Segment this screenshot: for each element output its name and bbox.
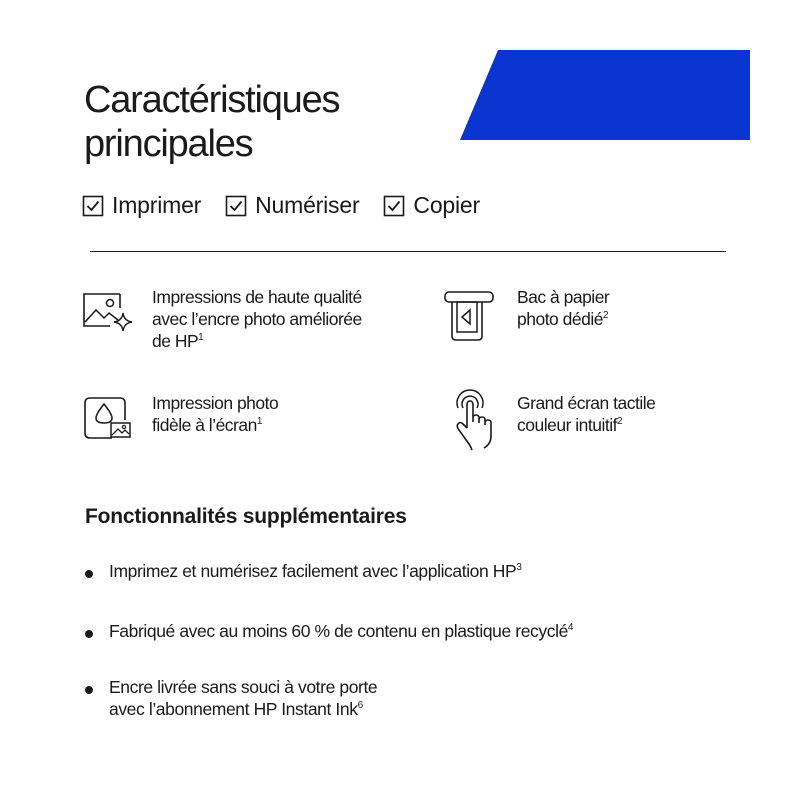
list-item: [85, 620, 573, 642]
function-label: Imprimer: [112, 192, 202, 218]
feature-text-line: couleur intuitif: [517, 415, 617, 435]
checkbox-checked-icon: [82, 195, 104, 217]
footnote-ref: 1: [198, 332, 204, 343]
section-title: Fonctionnalités supplémentaires: [85, 505, 407, 528]
feature-text-line: Bac à papier: [517, 287, 610, 307]
brand-banner-shape: [460, 50, 750, 140]
section-divider: [90, 251, 726, 252]
function-copy: [383, 192, 480, 219]
footnote-ref: 1: [256, 416, 262, 427]
brand-banner: [460, 50, 750, 140]
feature-text-line: photo dédié: [517, 309, 603, 329]
list-item-text: avec l’abonnement HP Instant Ink: [109, 699, 358, 719]
page-title: [84, 78, 339, 166]
list-item: [85, 560, 522, 582]
list-item-text: Encre livrée sans souci à votre porte: [109, 677, 378, 697]
list-item-text: Fabriqué avec au moins 60 % de contenu en plastique recyclé: [109, 621, 568, 641]
function-label: Copier: [413, 192, 480, 218]
feature-text-line: Impressions de haute qualité: [152, 287, 362, 307]
feature-text-line: Impression photo: [152, 393, 279, 413]
footnote-ref: 4: [567, 622, 574, 633]
function-print: [82, 192, 201, 219]
function-label: Numériser: [255, 192, 360, 218]
footnote-ref: 2: [602, 310, 609, 321]
footnote-ref: 3: [516, 562, 522, 573]
photo-sparkle-icon: [80, 286, 136, 336]
page-title-line2: principales: [84, 123, 253, 165]
checkbox-checked-icon: [225, 195, 247, 217]
bullet-dot: [85, 570, 93, 578]
list-item-text: Imprimez et numérisez facilement avec l’application HP: [109, 561, 517, 581]
footnote-ref: 2: [616, 416, 623, 427]
list-item: [85, 676, 377, 720]
touchscreen-hand-icon: [448, 388, 500, 452]
page-title-line1: Caractéristiques: [84, 79, 340, 121]
bullet-dot: [85, 630, 93, 638]
feature-text-line: de HP: [152, 331, 199, 351]
feature-text-line: avec l’encre photo améliorée: [152, 309, 362, 329]
feature-text-line: Grand écran tactile: [517, 393, 656, 413]
function-scan: [225, 192, 359, 219]
bullet-dot: [85, 686, 93, 694]
footnote-ref: 6: [357, 700, 363, 711]
checkbox-checked-icon: [383, 195, 405, 217]
photo-tray-icon: [442, 286, 498, 342]
function-list: [82, 192, 504, 219]
feature-text-line: fidèle à l’écran: [152, 415, 257, 435]
ink-drop-photo-icon: [82, 392, 134, 444]
